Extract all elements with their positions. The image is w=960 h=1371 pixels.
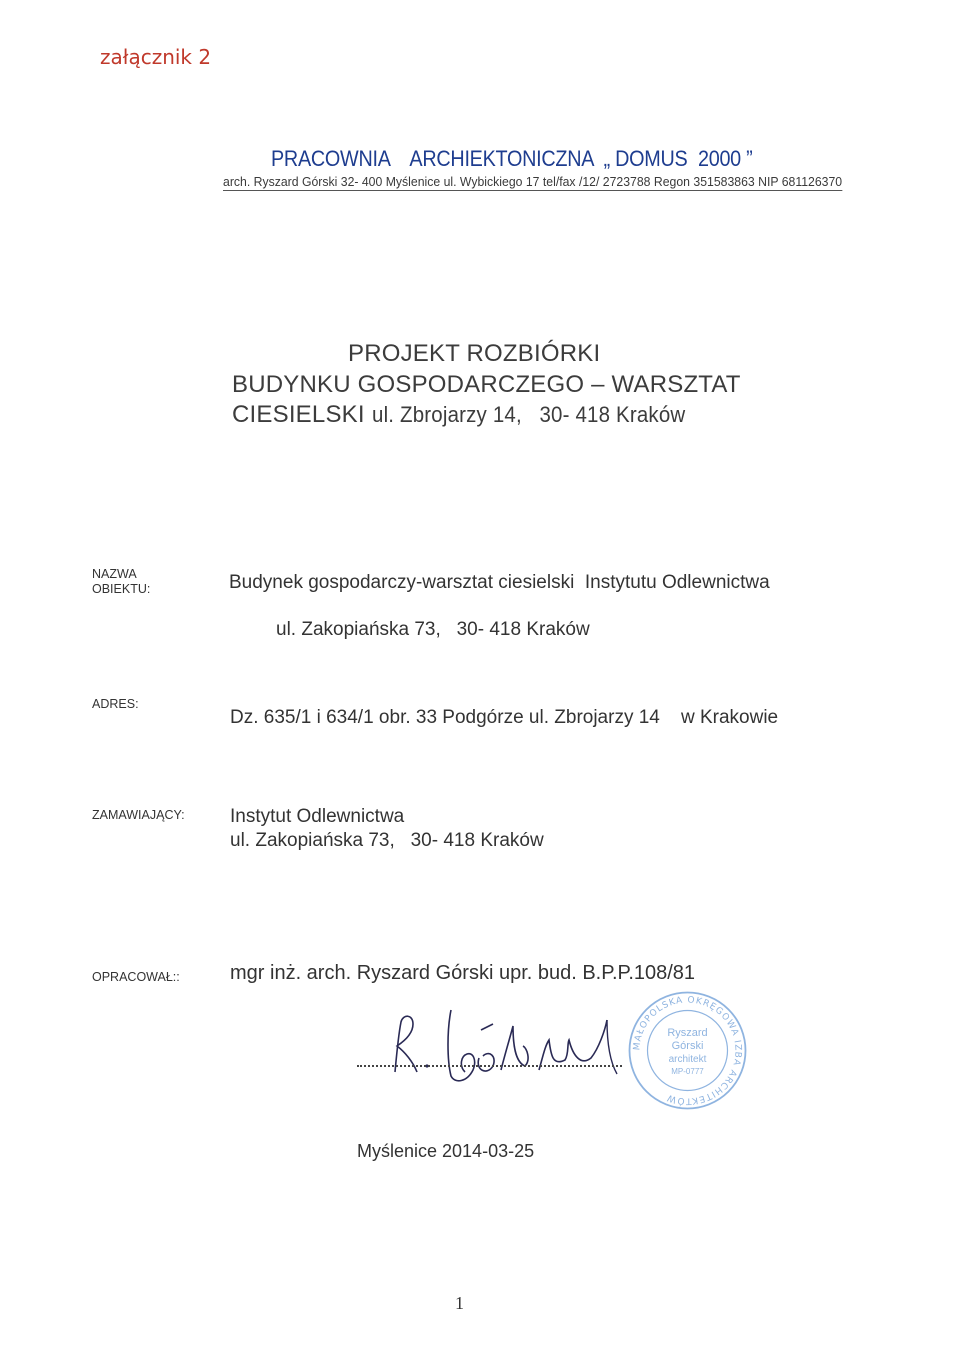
firm-address: arch. Ryszard Górski 32- 400 Myślenice ul. Wybickiego 17 tel/fax /12/ 2723788 Regon 351583863 NIP 681126370 <box>223 175 843 189</box>
object-name-value: Budynek gospodarczy-warsztat ciesielski Instytutu Odlewnictwa <box>229 572 770 593</box>
client-address-value: ul. Zakopiańska 73, 30- 418 Kraków <box>230 830 544 851</box>
project-address: ul. Zbrojarzy 14, 30- 418 Kraków <box>371 402 685 427</box>
signature <box>355 1000 655 1090</box>
address-label: ADRES: <box>92 697 139 711</box>
project-title-line-3 <box>232 401 709 429</box>
page-number: 1 <box>455 1293 464 1313</box>
project-title-line-1: PROJEKT ROZBIÓRKI <box>348 340 601 367</box>
prepared-by-label: OPRACOWAŁ:: <box>92 970 180 984</box>
object-address-value: ul. Zakopiańska 73, 30- 418 Kraków <box>276 619 590 640</box>
stamp-title: architekt <box>668 1054 707 1065</box>
attachment-label: załącznik 2 <box>100 45 212 69</box>
object-name-label: NAZWA OBIEKTU: <box>92 567 151 596</box>
signature-line <box>357 1065 622 1067</box>
stamp-name-2: Górski <box>671 1040 704 1052</box>
address-value: Dz. 635/1 i 634/1 obr. 33 Podgórze ul. Zbrojarzy 14 w Krakowie <box>230 707 779 728</box>
prepared-by-value: mgr inż. arch. Ryszard Górski upr. bud. B.P.P.108/81 <box>230 962 696 984</box>
client-label: ZAMAWIAJĄCY: <box>92 808 185 822</box>
project-title-line-2: BUDYNKU GOSPODARCZEGO – WARSZTAT <box>232 371 741 398</box>
architect-stamp <box>625 988 750 1113</box>
client-name-value: Instytut Odlewnictwa <box>230 806 405 827</box>
stamp-ring-text: MAŁOPOLSKA OKRĘGOWA IZBA ARCHITEKTÓW <box>632 995 743 1106</box>
stamp-name-1: Ryszard <box>667 1027 708 1039</box>
stamp-number: MP-0777 <box>671 1067 704 1076</box>
firm-name: PRACOWNIA ARCHIEKTONICZNA „ DOMUS 2000 ” <box>271 146 753 171</box>
document-date: Myślenice 2014-03-25 <box>357 1141 535 1161</box>
project-title-prefix: CIESIELSKI <box>232 401 365 428</box>
